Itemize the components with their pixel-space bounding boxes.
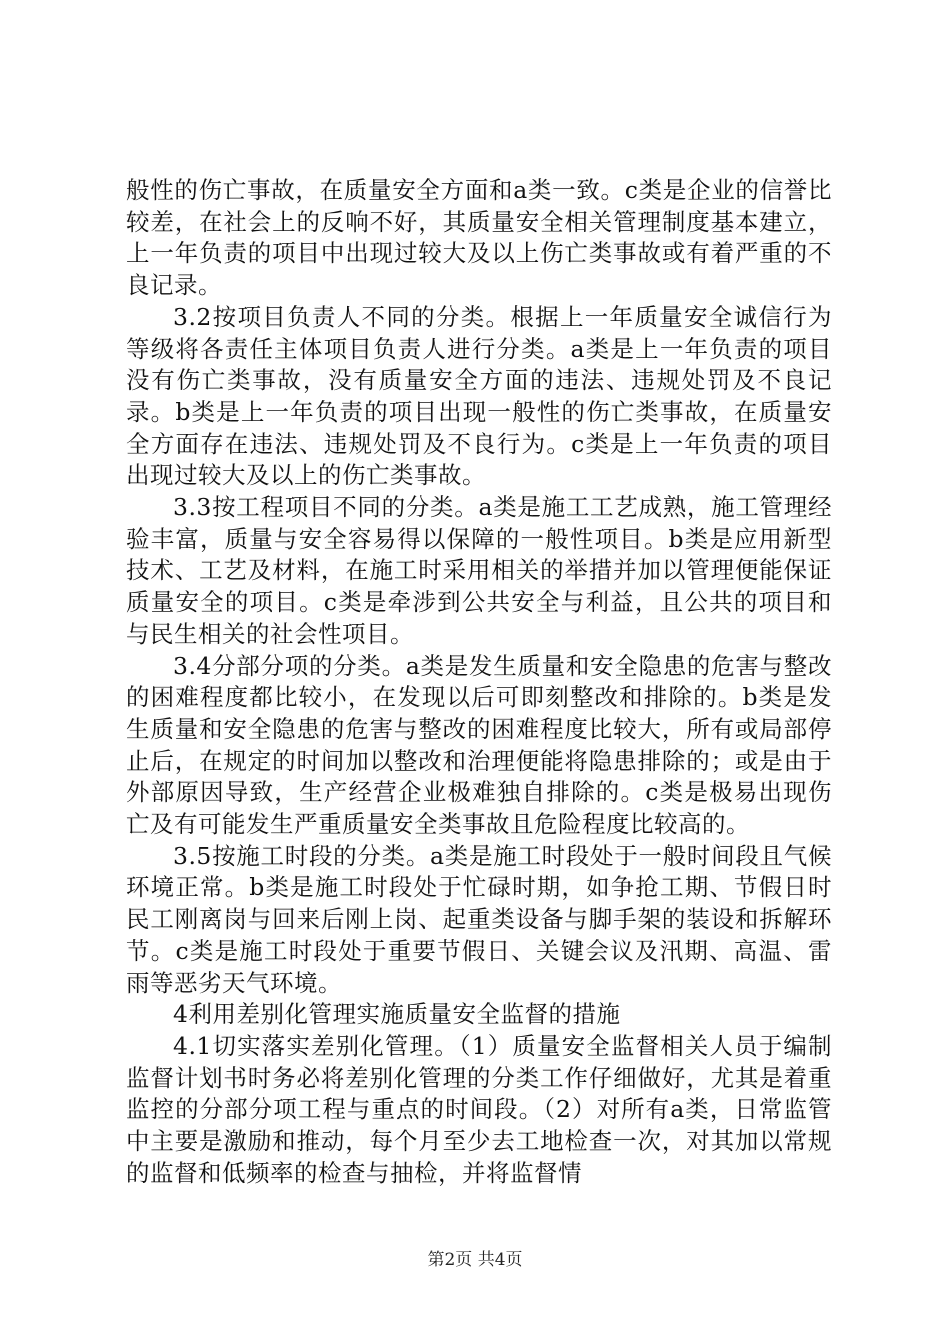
paragraph-3-5: 3.5按施工时段的分类。a类是施工时段处于一般时间段且气候环境正常。b类是施工时段处于忙碌时期，如争抢工期、节假日时民工刚离岗与回来后刚上岗、起重类设备与脚手架的装设和拆解环节。c类是施工时段处于重要节假日、关键会议及汛期、高温、雷雨等恶劣天气环境。 bbox=[126, 841, 832, 997]
document-body bbox=[126, 175, 832, 1190]
paragraph-3-3: 3.3按工程项目不同的分类。a类是施工工艺成熟，施工管理经验丰富，质量与安全容易得以保障的一般性项目。b类是应用新型技术、工艺及材料，在施工时采用相关的举措并加以管理便能保证质量安全的项目。c类是牵涉到公共安全与利益，且公共的项目和与民生相关的社会性项目。 bbox=[126, 493, 832, 648]
section-heading-4: 4利用差别化管理实施质量安全监督的措施 bbox=[173, 1000, 621, 1029]
paragraph-4-1: 4.1切实落实差别化管理。（1）质量安全监督相关人员于编制监督计划书时务必将差别化管理的分类工作仔细做好，尤其是着重监控的分部分项工程与重点的时间段。（2）对所有a类，日常监管中主要是激励和推动，每个月至少去工地检查一次，对其加以常规的监督和低频率的检查与抽检，并将监督情 bbox=[126, 1031, 832, 1187]
paragraph-3-2: 3.2按项目负责人不同的分类。根据上一年质量安全诚信行为等级将各责任主体项目负责人进行分类。a类是上一年负责的项目没有伤亡类事故，没有质量安全方面的违法、违规处罚及不良记录。b类是上一年负责的项目出现一般性的伤亡类事故，在质量安全方面存在违法、违规处罚及不良行为。c类是上一年负责的项目出现过较大及以上的伤亡类事故。 bbox=[126, 302, 832, 490]
page-number: 第2页 共4页 bbox=[427, 1250, 523, 1270]
paragraph-3-4: 3.4分部分项的分类。a类是发生质量和安全隐患的危害与整改的困难程度都比较小，在发现以后可即刻整改和排除的。b类是发生质量和安全隐患的危害与整改的困难程度比较大，所有或局部停止后，在规定的时间加以整改和治理便能将隐患排除的；或是由于外部原因导致，生产经营企业极难独自排除的。c类是极易出现伤亡及有可能发生严重质量安全类事故且危险程度比较高的。 bbox=[126, 651, 832, 839]
paragraph-1: 般性的伤亡事故，在质量安全方面和a类一致。c类是企业的信誉比较差，在社会上的反响不好，其质量安全相关管理制度基本建立，上一年负责的项目中出现过较大及以上伤亡类事故或有着严重的不良记录。 bbox=[126, 176, 832, 300]
